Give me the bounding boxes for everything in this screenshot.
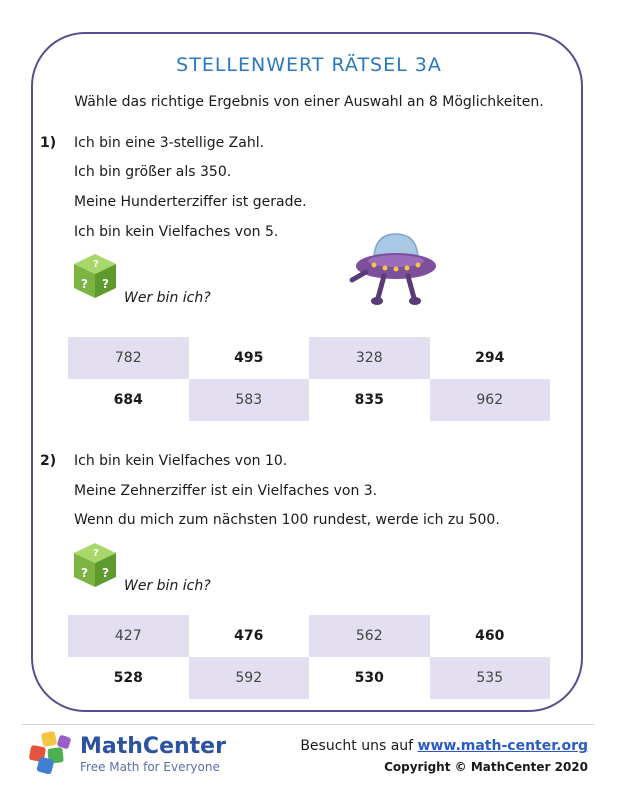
question-1-options [68,337,550,421]
question-1-clue: Ich bin eine 3-stellige Zahl. [74,135,265,151]
answer-option[interactable]: 495 [234,350,264,366]
answer-option[interactable]: 583 [189,379,310,421]
answer-option[interactable]: 782 [68,337,189,379]
question-2-options [68,615,550,699]
answer-option[interactable]: 427 [68,615,189,657]
question-dice-icon [72,541,118,589]
answer-option[interactable]: 530 [354,670,384,686]
footer-divider [22,724,594,725]
question-1-number: 1) [40,135,57,151]
question-2-number: 2) [40,453,57,469]
question-dice-icon [72,252,118,300]
worksheet-instruction: Wähle das richtige Ergebnis von einer Auswahl an 8 Möglichkeiten. [74,94,544,110]
svg-text:?: ? [93,548,99,559]
visit-text: Besucht uns auf [300,738,414,754]
ufo-icon [344,228,440,316]
svg-text:?: ? [93,259,99,270]
answer-option[interactable]: 294 [475,350,505,366]
svg-text:?: ? [81,566,88,580]
answer-option[interactable]: 528 [113,670,143,686]
question-1-prompt: Wer bin ich? [124,290,211,306]
visit-line [300,738,588,754]
answer-option[interactable]: 460 [475,628,505,644]
question-1-clue: Ich bin größer als 350. [74,164,232,180]
website-link[interactable]: www.math-center.org [417,738,588,754]
svg-text:?: ? [81,277,88,291]
brand-name: MathCenter [80,734,226,759]
copyright-text: Copyright © MathCenter 2020 [384,760,588,774]
answer-option[interactable]: 684 [113,392,143,408]
question-2-prompt: Wer bin ich? [124,578,211,594]
worksheet-title: STELLENWERT RÄTSEL 3A [176,54,442,76]
answer-option[interactable]: 562 [309,615,430,657]
answer-option[interactable]: 592 [189,657,310,699]
answer-option[interactable]: 835 [354,392,384,408]
answer-option[interactable]: 962 [430,379,551,421]
answer-option[interactable]: 476 [234,628,264,644]
answer-option[interactable]: 535 [430,657,551,699]
question-2-clue: Wenn du mich zum nächsten 100 rundest, werde ich zu 500. [74,512,500,528]
answer-option[interactable]: 328 [309,337,430,379]
question-2-clue: Meine Zehnerziffer ist ein Vielfaches von 3. [74,483,378,499]
svg-text:?: ? [102,566,109,580]
question-1-clue: Ich bin kein Vielfaches von 5. [74,224,279,240]
question-2-clue: Ich bin kein Vielfaches von 10. [74,453,288,469]
brand-tagline: Free Math for Everyone [80,760,220,774]
mathcenter-logo-icon [28,730,74,774]
question-1-clue: Meine Hunderterziffer ist gerade. [74,194,307,210]
svg-text:?: ? [102,277,109,291]
